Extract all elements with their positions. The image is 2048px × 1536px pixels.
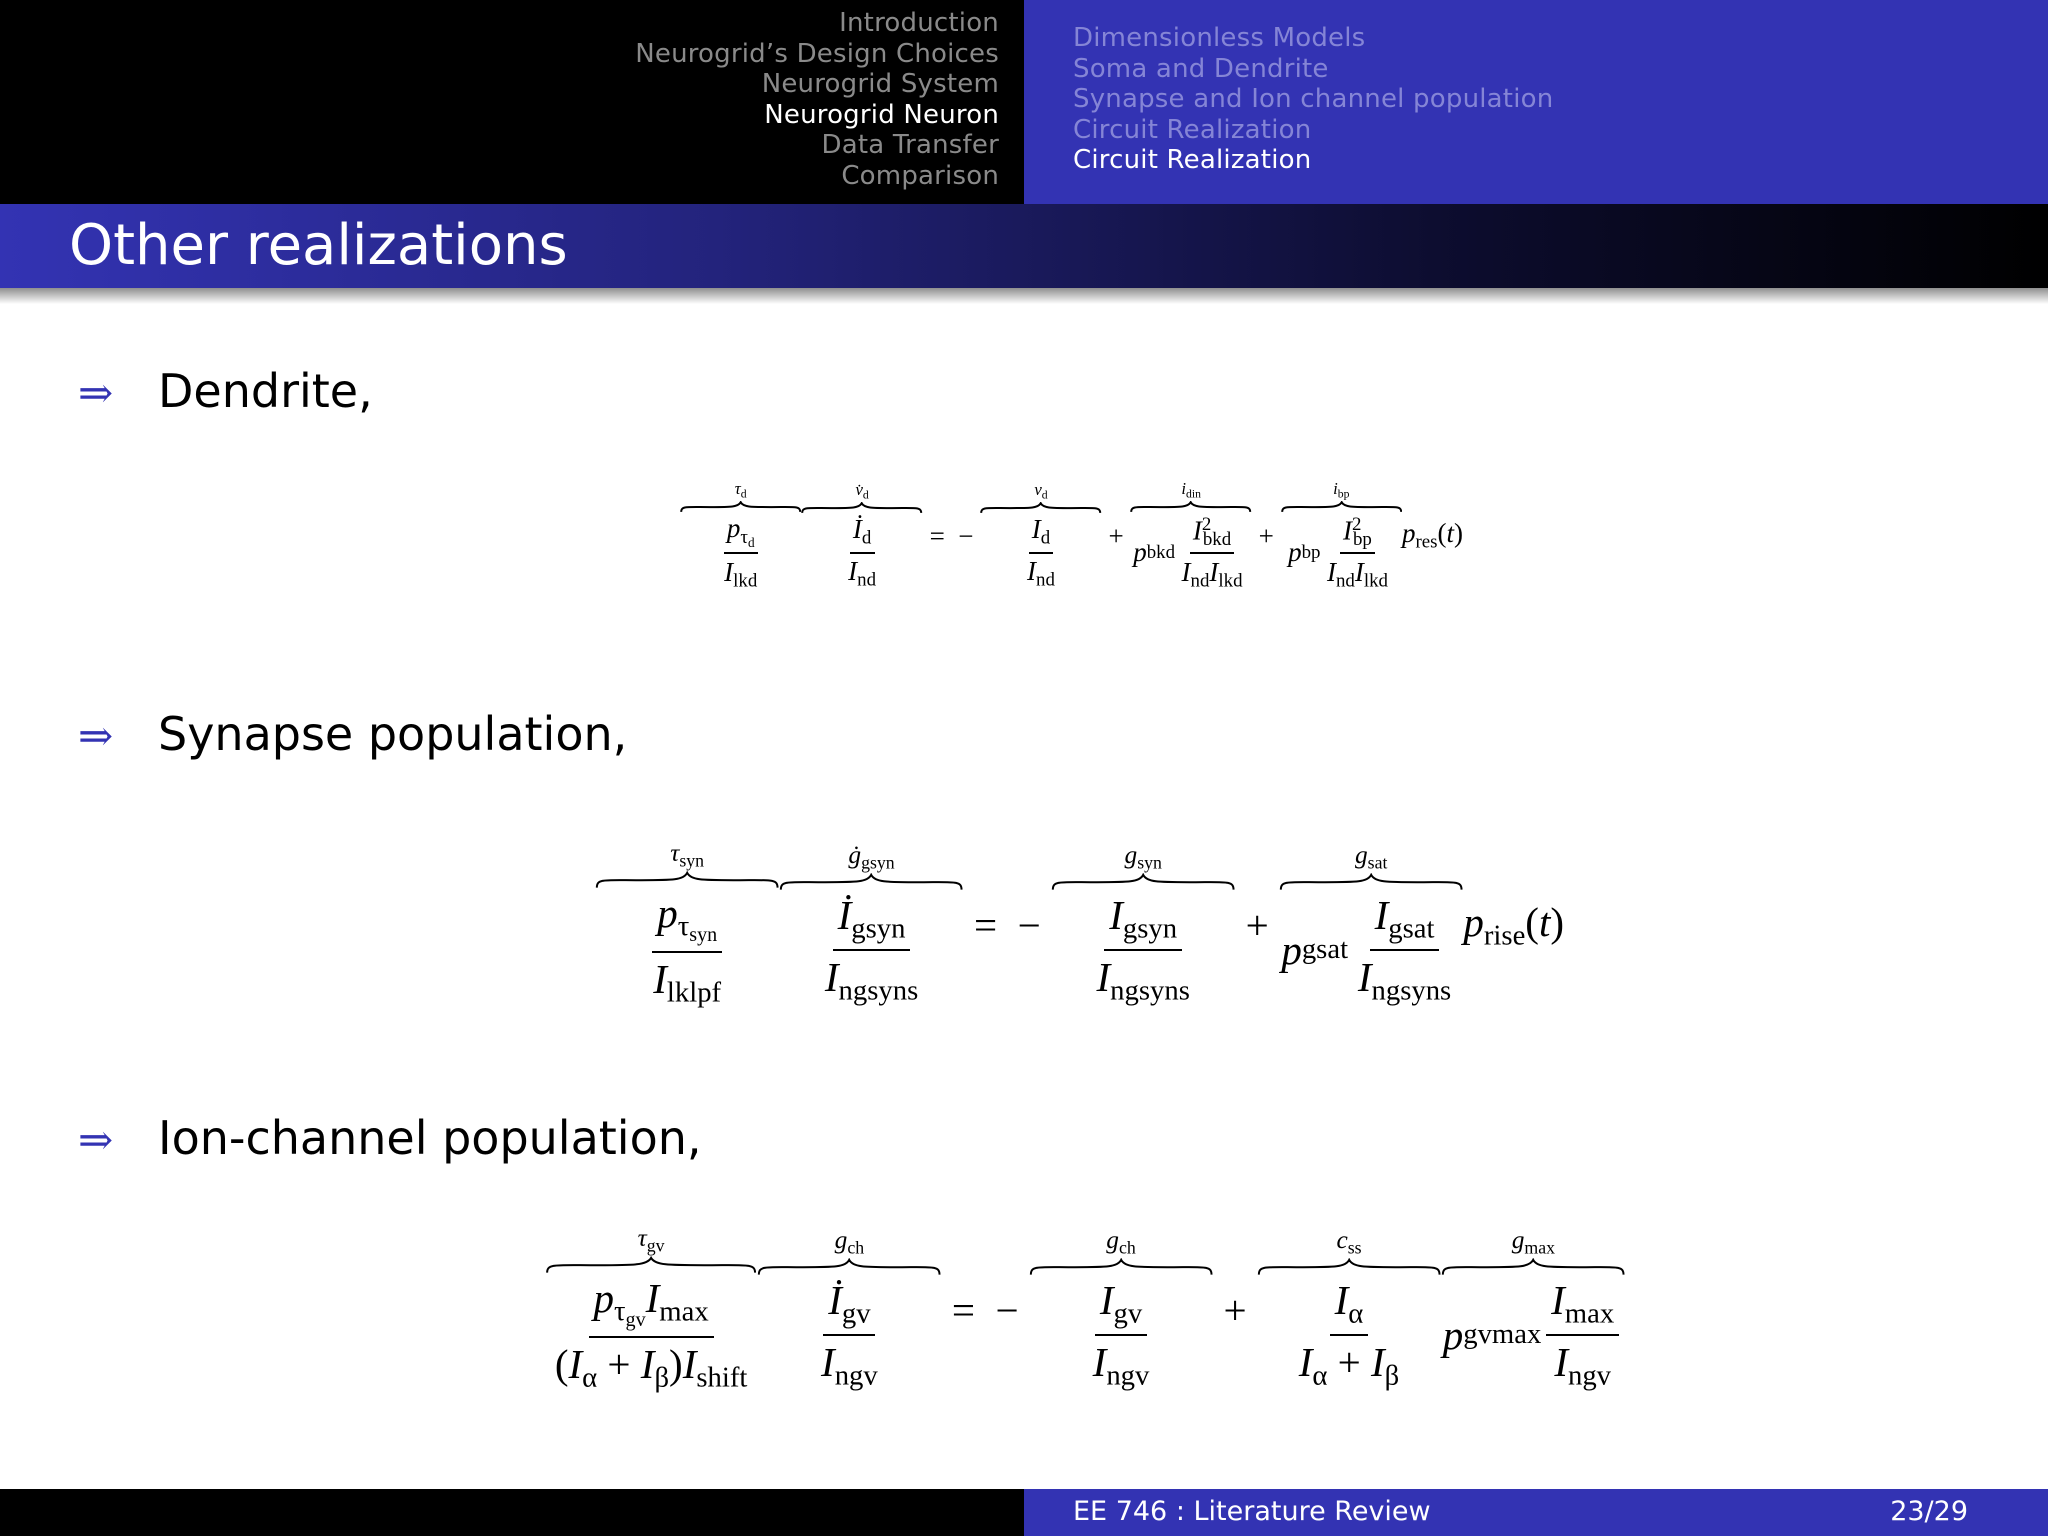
- bullet-arrow-icon: ⇒: [78, 368, 114, 417]
- footer-course-title: EE 746 : Literature Review: [1073, 1496, 1431, 1527]
- nav-section-design-choices[interactable]: Neurogrid’s Design Choices: [635, 38, 999, 69]
- bullet-dendrite: [78, 363, 373, 421]
- nav-subsection-soma-dendrite[interactable]: Soma and Dendrite: [1073, 53, 1329, 84]
- slide-title: Other realizations: [69, 213, 568, 278]
- nav-section-introduction[interactable]: Introduction: [839, 8, 999, 38]
- synapse-population-equation: $\tau_{syn}$ $\frac{p_{\tau_{syn}}}{I_{lklpf}}$ $ġ_{gsyn}$ $\frac{İ_{gsyn}}{I_{ngsyns}}$ = − $g_{syn}$ $\frac{I_{gsyn}}{I_{ngsyns}}$ + $g_{sat}$ p gsat $\frac{I_{gsat}}{I_{ngsyns}}$ $p_{rise}(t)$: [595, 825, 1564, 1025]
- bullet-label: Dendrite,: [158, 364, 373, 418]
- bullet-arrow-icon: ⇒: [78, 711, 114, 760]
- bullet-synapse-population: [78, 706, 627, 764]
- ion-channel-population-equation: $\tau_{gv}$ $\frac{p_{\tau_{gv}}I_{max}}{(I_\alpha + I_\beta)I_{shift}}$ $g_{ch}$ $\frac{İ_{gv}}{I_{ngv}}$ = − $g_{ch}$ $\frac{I_{gv}}{I_{ngv}}$ + $c_{ss}$ $\frac{I_\alpha}{I_\alpha + I_\beta}$ $g_{max}$ p gvmax $\frac{I_{max}}{I_{ngv}}$: [545, 1210, 1626, 1410]
- nav-section-data-transfer[interactable]: Data Transfer: [821, 130, 999, 160]
- frame-title-bar: [0, 204, 2048, 288]
- bullet-arrow-icon: ⇒: [78, 1115, 114, 1164]
- footer-right-panel: [1024, 1489, 2048, 1536]
- nav-subsection-synapse-ion-channel[interactable]: Synapse and Ion channel population: [1073, 84, 1554, 114]
- title-shadow: [0, 288, 2048, 304]
- nav-subsection-circuit-realization-current[interactable]: Circuit Realization: [1073, 145, 1312, 175]
- nav-subsection-circuit-realization[interactable]: Circuit Realization: [1073, 114, 1312, 145]
- bullet-label: Synapse population,: [158, 707, 628, 761]
- nav-subsection-dimensionless-models[interactable]: Dimensionless Models: [1073, 23, 1366, 53]
- bullet-label: Ion-channel population,: [158, 1111, 702, 1165]
- nav-section-comparison[interactable]: Comparison: [841, 160, 999, 191]
- nav-section-neurogrid-system[interactable]: Neurogrid System: [761, 69, 999, 99]
- footer-bar: [0, 1489, 2048, 1536]
- dendrite-equation: $\tau_d$ $\frac{p_{\tau_d}}{I_{lkd}}$ $v̇_d$ $\frac{İ_d}{I_{nd}}$ = − $v_d$ $\frac{I_d}{I_{nd}}$ + $i_{din}$ p bkd $\frac{I^2_{bkd}}{I_{nd}I_{lkd}}$ + $i_{bp}$ p bp $\frac{I^2_{bp}}{I_{nd}I_{lkd}}$ $p_{res}(t)$: [680, 466, 1463, 606]
- nav-section-neurogrid-neuron[interactable]: Neurogrid Neuron: [764, 99, 999, 130]
- bullet-ion-channel-population: [78, 1110, 702, 1168]
- footer-page-number: 23/29: [1890, 1496, 1968, 1527]
- subsection-navigation: [1024, 0, 2048, 204]
- section-navigation: [0, 0, 1024, 204]
